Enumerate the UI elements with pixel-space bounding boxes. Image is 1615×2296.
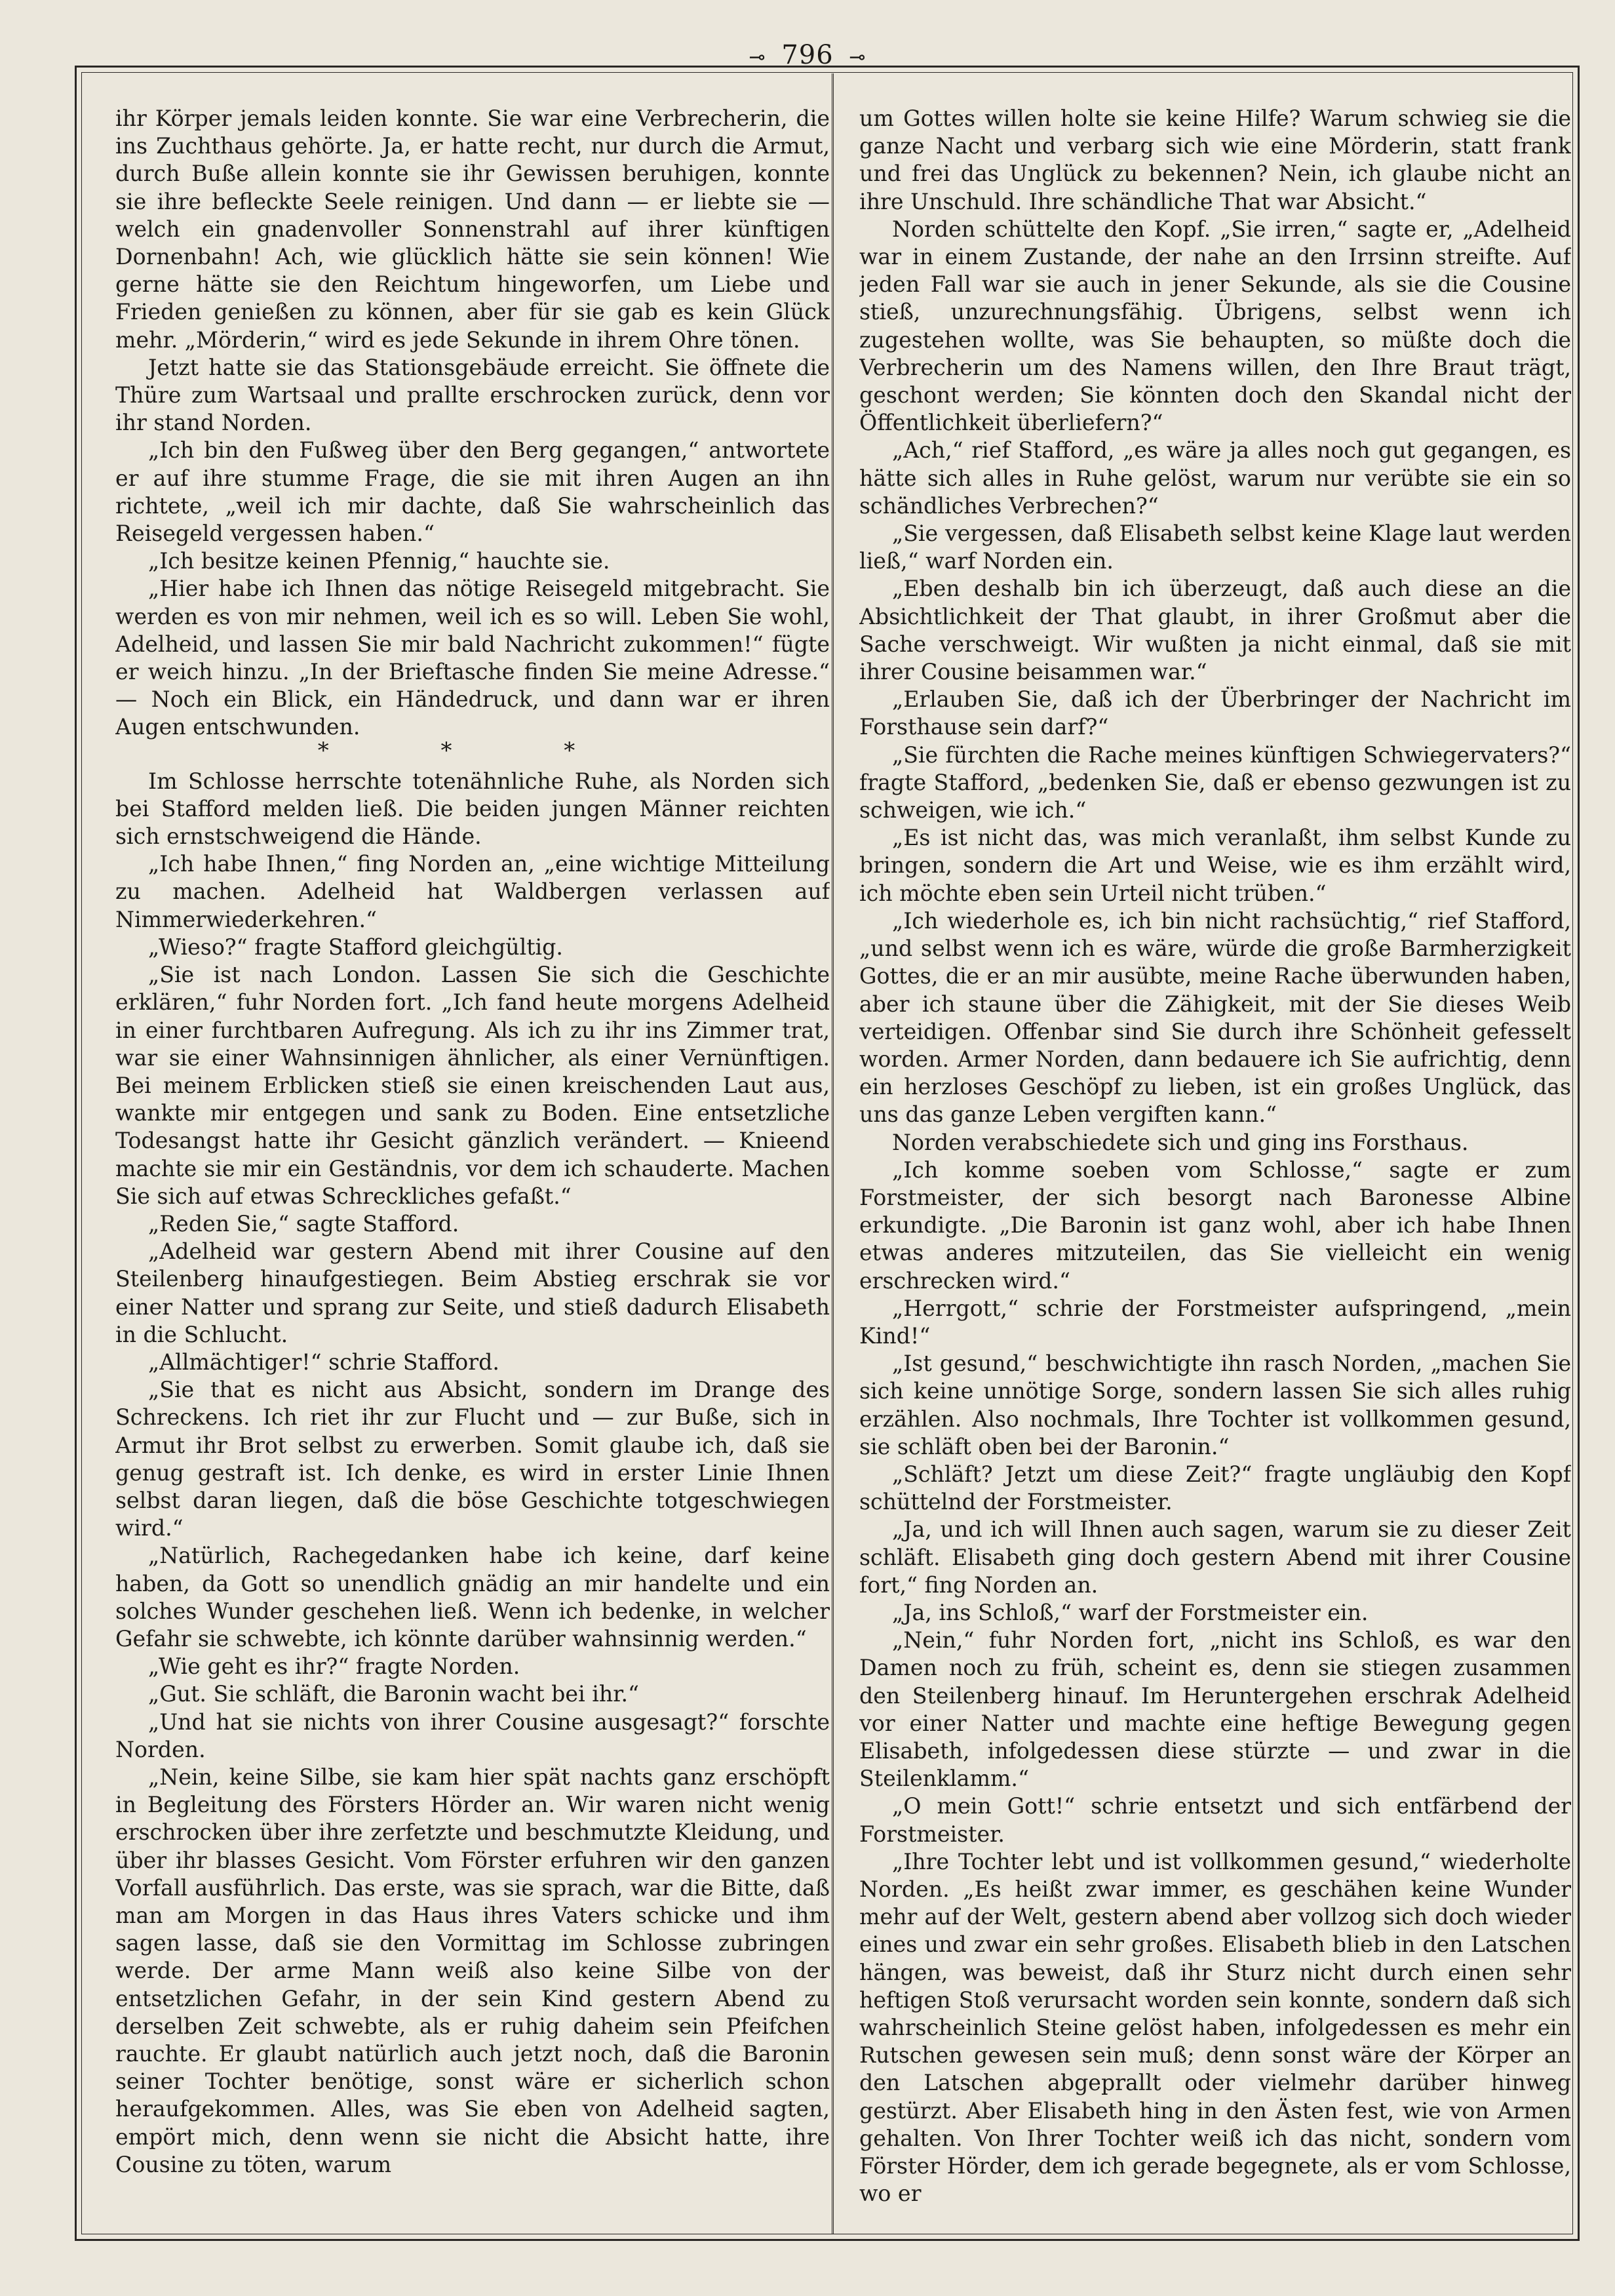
paragraph: „Ja, und ich will Ihnen auch sagen, warum sie zu dieser Zeit schläft. Elisabeth ging doch gestern Abend mit ihrer Cousine fort,“ fing Norden an. [859,1516,1571,1598]
column-divider [832,73,836,2234]
paragraph: „Ihre Tochter lebt und ist vollkommen gesund,“ wiederholte Norden. „Es heißt zwar immer, es geschähen keine Wunder mehr auf der Welt, gestern abend aber vollzog sich doch wieder eines und zwar ein sehr großes. Elisabeth blieb in den Latschen hängen, was beweist, daß ihr Sturz nicht durch einen sehr heftigen Stoß verursacht worden sein konnte, sondern daß sich wahrscheinlich Steine gelöst haben, infolgedessen es mehr ein Rutschen gewesen sein muß; denn sonst wäre der Körper an den Latschen abgeprallt oder vielmehr darüber hinweg gestürzt. Aber Elisabeth hing in den Ästen fest, wie von Armen gehalten. Von Ihrer Tochter weiß ich das nicht, sondern vom Förster Hörder, dem ich gerade begegnete, als er vom Schlosse, wo er [859,1848,1571,2207]
paragraph: „Natürlich, Rachegedanken habe ich keine, darf keine haben, da Gott so unendlich gnädig an mir handelte und ein solches Wunder geschehen ließ. Wenn ich bedenke, in welcher Gefahr sie schwebte, ich könnte darüber wahnsinnig werden.“ [115,1543,830,1652]
paragraph: um Gottes willen holte sie keine Hilfe? Warum schwieg sie die ganze Nacht und verbarg sich wie eine Mörderin, statt frank und frei das Unglück zu bekennen? Nein, ich glaube nicht an ihre Unschuld. Ihre schändliche That war Absicht.“ [859,106,1571,214]
left-column [115,105,830,2229]
paragraph: „Reden Sie,“ sagte Stafford. [148,1210,459,1237]
paragraph: „Eben deshalb bin ich überzeugt, daß auch diese an die Absichtlichkeit der That glaubt, in ihrer Großmut aber die Sache verschweigt. Wir wußten ja nicht einmal, daß sie mit ihrer Cousine beisammen war.“ [859,576,1571,685]
paragraph: „Erlauben Sie, daß ich der Überbringer der Nachricht im Forsthause sein darf?“ [859,686,1571,740]
paragraph: „Ich besitze keinen Pfennig,“ hauchte sie. [148,548,610,574]
paragraph: „Ja, ins Schloß,“ warf der Forstmeister ein. [892,1599,1369,1625]
paragraph: „Herrgott,“ schrie der Forstmeister aufspringend, „mein Kind!“ [859,1295,1571,1349]
paragraph: „Wieso?“ fragte Stafford gleichgültig. [148,934,563,960]
paragraph: Norden schüttelte den Kopf. „Sie irren,“ sagte er, „Adelheid war in einem Zustande, der nahe an den Irrsinn streifte. Auf jeden Fall war sie auch in jener Sekunde, als sie die Cousine stieß, unzurechnungsfähig. Übrigens, selbst wenn ich zugestehen wollte, was Sie behaupten, so müßte doch die Verbrecherin um des Namens willen, den Ihre Braut trägt, geschont werden; Sie könnten doch den Skandal nicht der Öffentlichkeit überliefern?“ [859,216,1571,436]
paragraph: „Ich komme soeben vom Schlosse,“ sagte er zum Forstmeister, der sich besorgt nach Baronesse Albine erkundigte. „Die Baronin ist ganz wohl, aber ich habe Ihnen etwas anderes mitzuteilen, das Sie vielleicht ein wenig erschrecken wird.“ [859,1157,1571,1294]
paragraph: „Allmächtiger!“ schrie Stafford. [148,1349,499,1375]
paragraph: „Es ist nicht das, was mich veranlaßt, ihm selbst Kunde zu bringen, sondern die Art und Weise, wie es ihm erzählt wird, ich möchte eben sein Urteil nicht trüben.“ [859,825,1571,906]
paragraph: „Ist gesund,“ beschwichtigte ihn rasch Norden, „machen Sie sich keine unnötige Sorge, sondern lassen Sie sich alles ruhig erzählen. Also nochmals, Ihre Tochter ist vollkommen gesund, sie schläft oben bei der Baronin.“ [859,1351,1571,1459]
paragraph: „Sie vergessen, daß Elisabeth selbst keine Klage laut werden ließ,“ warf Norden ein. [859,521,1571,574]
ornament-right: ⊸ [849,46,866,69]
paragraph: „Ich habe Ihnen,“ fing Norden an, „eine wichtige Mitteilung zu machen. Adelheid hat Waldbergen verlassen auf Nimmerwiederkehren.“ [115,851,830,932]
paragraph: „Hier habe ich Ihnen das nötige Reisegeld mitgebracht. Sie werden es von mir nehmen, weil ich es so will. Leben Sie wohl, Adelheid, und lassen Sie mir bald Nachricht zukommen!“ fügte er weich hinzu. „In der Brieftasche finden Sie meine Adresse.“ — Noch ein Blick, ein Händedruck, und dann war er ihren Augen entschwunden. [115,576,830,740]
paragraph: „Ach,“ rief Stafford, „es wäre ja alles noch gut gegangen, es hätte sich alles in Ruhe gelöst, warum nur verübte sie ein so schändliches Verbrechen?“ [859,437,1571,519]
section-separator: * * * [317,737,628,764]
paragraph: „Schläft? Jetzt um diese Zeit?“ fragte ungläubig den Kopf schüttelnd der Forstmeister. [859,1461,1571,1515]
paragraph: „Und hat sie nichts von ihrer Cousine ausgesagt?“ forschte Norden. [115,1709,830,1762]
paragraph: „Sie fürchten die Rache meines künftigen Schwiegervaters?“ fragte Stafford, „bedenken Sie, daß er ebenso gezwungen ist zu schweigen, wie ich.“ [859,742,1571,823]
page-number: 796 [781,40,834,70]
paragraph: „Adelheid war gestern Abend mit ihrer Cousine auf den Steilenberg hinaufgestiegen. Beim Abstieg erschrak sie vor einer Natter und sprang zur Seite, und stieß dadurch Elisabeth in die Schlucht. [115,1238,830,1347]
paragraph: Norden verabschiedete sich und ging ins Forsthaus. [892,1129,1469,1155]
paragraph: Jetzt hatte sie das Stationsgebäude erreicht. Sie öffnete die Thüre zum Wartsaal und prallte erschrocken zurück, denn vor ihr stand Norden. [115,354,830,436]
paragraph: „Nein,“ fuhr Norden fort, „nicht ins Schloß, es war den Damen noch zu früh, scheint es, denn sie stiegen zusammen den Steilenberg hinauf. Im Heruntergehen erschrak Adelheid vor einer Natter und machte eine heftige Bewegung gegen Elisabeth, infolgedessen diese stürzte — und zwar in die Steilenklamm.“ [859,1627,1571,1792]
page-header [0,41,1615,72]
paragraph: „Wie geht es ihr?“ fragte Norden. [148,1653,520,1680]
right-column [859,105,1571,2229]
paragraph: ihr Körper jemals leiden konnte. Sie war eine Verbrecherin, die ins Zuchthaus gehörte. Ja, er hatte recht, nur durch die Armut, durch Buße allein konnte sie ihr Gewissen beruhigen, konnte sie ihre befleckte Seele reinigen. Und dann — er liebte sie — welch ein gnadenvoller Sonnenstrahl auf ihrer künftigen Dornenbahn! Ach, wie glücklich hätte sie sein können! Wie gerne hätte sie den Reichtum hingeworfen, um Liebe und Frieden genießen zu können, aber für sie gab es kein Glück mehr. „Mörderin,“ wird es jede Sekunde in ihrem Ohre tönen. [115,106,830,353]
ornament-left: ⊸ [749,46,766,69]
paragraph: „Nein, keine Silbe, sie kam hier spät nachts ganz erschöpft in Begleitung des Försters Hörder an. Wir waren nicht wenig erschrocken über ihre zerfetzte und beschmutzte Kleidung, und über ihr blasses Gesicht. Vom Förster erfuhren wir den ganzen Vorfall ausführlich. Das erste, was sie sprach, war die Bitte, daß man am Morgen in das Haus ihres Vaters schicke und ihm sagen lasse, daß sie den Vormittag im Schlosse zubringen werde. Der arme Mann weiß also keine Silbe von der entsetzlichen Gefahr, in der sein Kind gestern Abend zu derselben Zeit schwebte, als er ruhig daheim sein Pfeifchen rauchte. Er glaubt natürlich auch jetzt noch, daß die Baronin seiner Tochter benötige, sonst wäre er sicherlich schon heraufgekommen. Alles, was Sie eben von Adelheid sagten, empört mich, denn wenn sie nicht die Absicht hatte, ihre Cousine zu töten, warum [115,1764,830,2177]
paragraph: „Ich bin den Fußweg über den Berg gegangen,“ antwortete er auf ihre stumme Frage, die sie mit ihren Augen an ihn richtete, „weil ich mir dachte, daß Sie wahrscheinlich das Reisegeld vergessen haben.“ [115,437,830,547]
paragraph: Im Schlosse herrschte totenähnliche Ruhe, als Norden sich bei Stafford melden ließ. Die beiden jungen Männer reichten sich ernstschweigend die Hände. [115,768,830,850]
paragraph: „Ich wiederhole es, ich bin nicht rachsüchtig,“ rief Stafford, „und selbst wenn ich es wäre, würde die große Barmherzigkeit Gottes, die er an mir ausübte, meine Rache überwunden haben, aber ich staune über die Zähigkeit, mit der Sie dieses Weib verteidigen. Offenbar sind Sie durch ihre Schönheit gefesselt worden. Armer Norden, dann bedauere ich Sie aufrichtig, denn ein herzloses Geschöpf zu lieben, ist ein großes Unglück, das uns das ganze Leben vergiften kann.“ [859,907,1571,1128]
paragraph: „Gut. Sie schläft, die Baronin wacht bei ihr.“ [148,1681,639,1707]
paragraph: „Sie that es nicht aus Absicht, sondern im Drange des Schreckens. Ich riet ihr zur Flucht und — zur Buße, sich in Armut ihr Brot selbst zu erwerben. Somit glaube ich, daß sie genug gestraft ist. Ich denke, es wird in erster Linie Ihnen selbst daran liegen, daß die böse Geschichte totgeschwiegen wird.“ [115,1377,830,1541]
paragraph: „Sie ist nach London. Lassen Sie sich die Geschichte erklären,“ fuhr Norden fort. „Ich fand heute morgens Adelheid in einer furchtbaren Aufregung. Als ich zu ihr ins Zimmer trat, war sie einer Wahnsinnigen ähnlicher, als einer Vernünftigen. Bei meinem Erblicken stieß sie einen kreischenden Laut aus, wankte mir entgegen und sank zu Boden. Eine entsetzliche Todesangst hatte ihr Gesicht gänzlich verändert. — Knieend machte sie mir ein Geständnis, vor dem ich schauderte. Machen Sie sich auf etwas Schreckliches gefaßt.“ [115,962,830,1209]
paragraph: „O mein Gott!“ schrie entsetzt und sich entfärbend der Forstmeister. [859,1793,1571,1847]
